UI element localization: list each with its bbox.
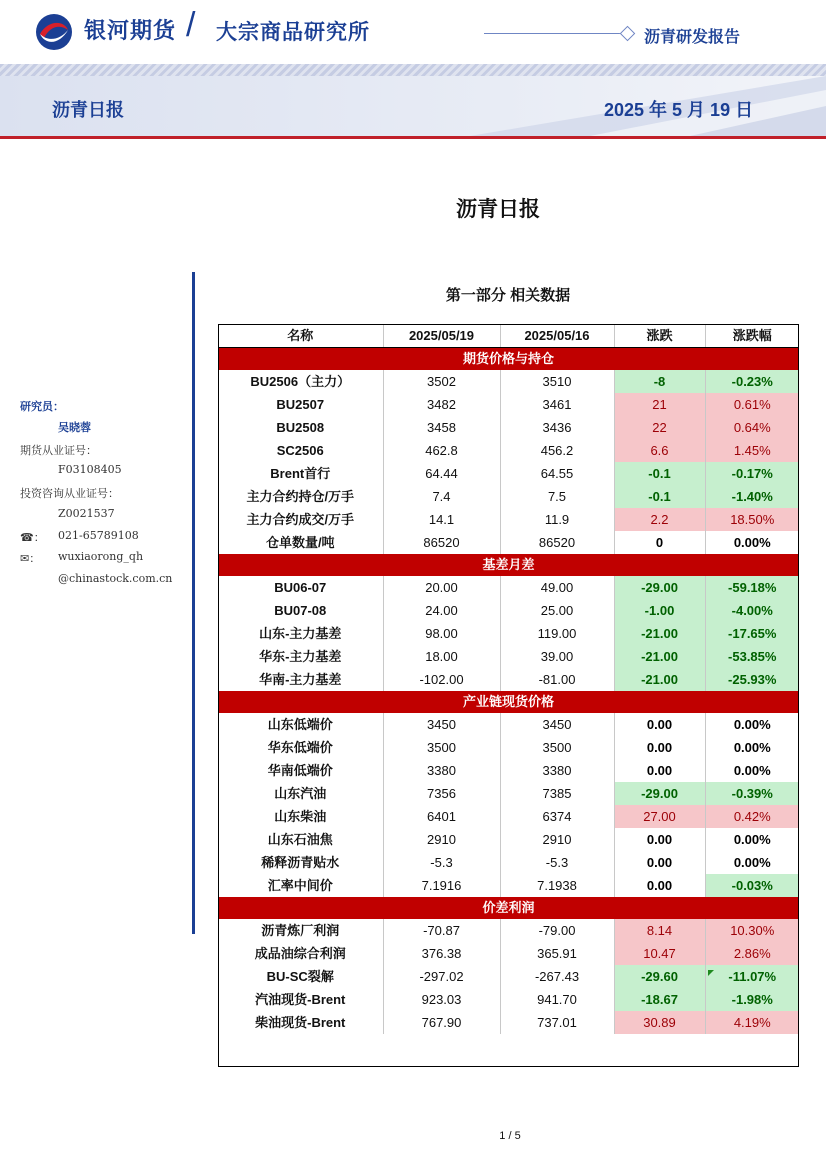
- row-name: 仓单数量/吨: [265, 535, 335, 550]
- column-header: 涨跌幅: [705, 324, 799, 348]
- row-name: 山东低端价: [267, 717, 333, 732]
- change-pct-cell: -25.93%: [705, 668, 799, 691]
- value-previous: -81.00: [500, 668, 614, 691]
- value-today: -70.87: [383, 919, 500, 942]
- section-header: 期货价格与持仓: [218, 348, 799, 371]
- row-name: Brent首行: [270, 466, 331, 481]
- value-previous: 86520: [500, 531, 614, 554]
- table-row: [218, 668, 799, 691]
- change-cell: 0.00: [614, 828, 705, 851]
- change-cell: -18.67: [614, 988, 705, 1011]
- row-name: 柴油现货-Brent: [255, 1015, 346, 1030]
- table-row: [218, 439, 799, 462]
- license-number: F03108405: [58, 463, 122, 476]
- change-cell: -8: [614, 370, 705, 393]
- value-today: 376.38: [383, 942, 500, 965]
- header-rule: [484, 33, 624, 34]
- page-number: 1 / 5: [499, 1130, 521, 1142]
- email-line-1: wuxiaorong_qh: [58, 550, 144, 563]
- value-previous: -79.00: [500, 919, 614, 942]
- row-name: BU2507: [276, 397, 325, 412]
- value-previous: 25.00: [500, 599, 614, 622]
- row-name: BU2506（主力）: [250, 374, 351, 389]
- section-header: 价差利润: [218, 897, 799, 919]
- row-name: BU07-08: [274, 603, 327, 618]
- table-header-row: [218, 324, 799, 348]
- value-today: 3482: [383, 393, 500, 416]
- change-cell: 10.47: [614, 942, 705, 965]
- row-name: 山东汽油: [274, 786, 327, 801]
- change-cell: 0: [614, 531, 705, 554]
- row-name: 华东-主力基差: [259, 649, 342, 664]
- value-previous: 39.00: [500, 645, 614, 668]
- consult-number: Z0021537: [58, 507, 115, 520]
- section-header-row: [218, 691, 799, 713]
- row-name: 沥青炼厂利润: [261, 923, 340, 938]
- column-header: 涨跌: [614, 324, 705, 348]
- change-pct-cell: 1.45%: [705, 439, 799, 462]
- table-row: [218, 759, 799, 782]
- table-row: [218, 874, 799, 897]
- report-date: 2025 年 5 月 19 日: [604, 100, 754, 120]
- table-row: [218, 782, 799, 805]
- table-row: [218, 622, 799, 645]
- value-today: -102.00: [383, 668, 500, 691]
- row-name: BU2508: [276, 420, 325, 435]
- value-previous: 64.55: [500, 462, 614, 485]
- section-header: 基差月差: [218, 554, 799, 576]
- value-today: 98.00: [383, 622, 500, 645]
- band-title: 沥青日报: [52, 100, 124, 120]
- value-previous: 3510: [500, 370, 614, 393]
- email-line-2: @chinastock.com.cn: [58, 572, 173, 585]
- value-previous: 3380: [500, 759, 614, 782]
- table-row: [218, 965, 799, 988]
- value-previous: 941.70: [500, 988, 614, 1011]
- change-cell: 21: [614, 393, 705, 416]
- row-name: 汽油现货-Brent: [255, 992, 346, 1007]
- phone-icon: ☎：: [20, 531, 45, 544]
- change-pct-cell: 0.64%: [705, 416, 799, 439]
- phone-number: 021-65789108: [58, 529, 139, 542]
- sidebar-divider: [192, 272, 195, 934]
- report-type: 沥青研发报告: [644, 29, 741, 46]
- header-red-rule: [0, 136, 826, 139]
- row-name: 华南低端价: [267, 763, 333, 778]
- value-previous: 7.5: [500, 485, 614, 508]
- change-pct-cell: -17.65%: [705, 622, 799, 645]
- value-previous: -5.3: [500, 851, 614, 874]
- section-header-row: [218, 348, 799, 371]
- consult-label: 投资咨询从业证号：: [20, 487, 119, 500]
- value-today: 923.03: [383, 988, 500, 1011]
- value-today: -297.02: [383, 965, 500, 988]
- change-pct-cell: 2.86%: [705, 942, 799, 965]
- value-today: -5.3: [383, 851, 500, 874]
- table-row: [218, 828, 799, 851]
- change-pct-cell: -0.17%: [705, 462, 799, 485]
- change-pct-cell: 4.19%: [705, 1011, 799, 1034]
- researcher-name: 吴晓蓉: [58, 421, 91, 434]
- header-stripe: [0, 64, 826, 76]
- section-title: 第一部分 相关数据: [445, 287, 571, 304]
- value-previous: 3436: [500, 416, 614, 439]
- value-previous: 737.01: [500, 1011, 614, 1034]
- document-title: 沥青日报: [456, 198, 540, 221]
- value-previous: 119.00: [500, 622, 614, 645]
- change-cell: -0.1: [614, 462, 705, 485]
- row-name: 山东柴油: [274, 809, 327, 824]
- section-header: 产业链现货价格: [218, 691, 799, 713]
- value-today: 462.8: [383, 439, 500, 462]
- value-previous: 11.9: [500, 508, 614, 531]
- change-cell: 8.14: [614, 919, 705, 942]
- row-name: 华东低端价: [267, 740, 333, 755]
- galaxy-futures-logo: [34, 12, 74, 52]
- column-header: 名称: [218, 324, 383, 348]
- value-today: 14.1: [383, 508, 500, 531]
- value-previous: 7.1938: [500, 874, 614, 897]
- value-today: 20.00: [383, 576, 500, 599]
- row-name: 主力合约成交/万手: [246, 512, 355, 527]
- column-header: 2025/05/16: [500, 324, 614, 348]
- table-row: [218, 599, 799, 622]
- change-cell: 27.00: [614, 805, 705, 828]
- row-name: 汇率中间价: [267, 878, 333, 893]
- change-cell: 30.89: [614, 1011, 705, 1034]
- table-row: [218, 942, 799, 965]
- table-row: [218, 713, 799, 736]
- institute-name: 大宗商品研究所: [216, 21, 370, 44]
- table-row: [218, 485, 799, 508]
- change-pct-cell: -0.23%: [705, 370, 799, 393]
- change-pct-cell: -11.07%: [705, 965, 799, 988]
- value-today: 767.90: [383, 1011, 500, 1034]
- value-today: 3458: [383, 416, 500, 439]
- value-previous: 49.00: [500, 576, 614, 599]
- change-pct-cell: 0.00%: [705, 828, 799, 851]
- change-pct-cell: -0.03%: [705, 874, 799, 897]
- brand-separator: /: [186, 6, 196, 44]
- table-row: [218, 416, 799, 439]
- row-name: 华南-主力基差: [259, 672, 342, 687]
- cell-comment-marker: [708, 970, 714, 976]
- change-cell: -29.00: [614, 576, 705, 599]
- researcher-label: 研究员：: [20, 400, 64, 413]
- change-cell: -1.00: [614, 599, 705, 622]
- value-today: 64.44: [383, 462, 500, 485]
- table-row: [218, 531, 799, 554]
- value-previous: 365.91: [500, 942, 614, 965]
- value-today: 86520: [383, 531, 500, 554]
- value-today: 24.00: [383, 599, 500, 622]
- value-today: 6401: [383, 805, 500, 828]
- value-previous: 456.2: [500, 439, 614, 462]
- value-today: 7356: [383, 782, 500, 805]
- value-previous: 3450: [500, 713, 614, 736]
- table-row: [218, 393, 799, 416]
- section-header-row: [218, 554, 799, 576]
- value-today: 7.1916: [383, 874, 500, 897]
- change-cell: 22: [614, 416, 705, 439]
- value-today: 18.00: [383, 645, 500, 668]
- change-cell: 0.00: [614, 851, 705, 874]
- change-pct-cell: 0.00%: [705, 531, 799, 554]
- value-previous: 7385: [500, 782, 614, 805]
- change-pct-cell: 0.00%: [705, 759, 799, 782]
- row-name: 主力合约持仓/万手: [246, 489, 355, 504]
- value-today: 3380: [383, 759, 500, 782]
- table-row: [218, 576, 799, 599]
- change-cell: -21.00: [614, 645, 705, 668]
- change-cell: -0.1: [614, 485, 705, 508]
- table-row: [218, 851, 799, 874]
- table-row: [218, 736, 799, 759]
- row-name: SC2506: [276, 443, 324, 458]
- brand-name: 银河期货: [84, 18, 177, 43]
- row-name: 稀释沥青贴水: [261, 855, 340, 870]
- change-pct-cell: 0.00%: [705, 713, 799, 736]
- change-pct-cell: -1.40%: [705, 485, 799, 508]
- change-pct-cell: 0.00%: [705, 736, 799, 759]
- diamond-icon: [620, 26, 636, 42]
- change-pct-cell: 0.42%: [705, 805, 799, 828]
- change-pct-cell: -1.98%: [705, 988, 799, 1011]
- row-name: BU-SC裂解: [266, 969, 334, 984]
- value-today: 3500: [383, 736, 500, 759]
- change-cell: 0.00: [614, 713, 705, 736]
- table-row: [218, 805, 799, 828]
- change-pct-cell: 0.61%: [705, 393, 799, 416]
- value-today: 3502: [383, 370, 500, 393]
- table-row: [218, 462, 799, 485]
- row-name: 山东石油焦: [267, 832, 333, 847]
- mail-icon: ✉：: [20, 552, 41, 565]
- change-cell: -29.00: [614, 782, 705, 805]
- change-pct-cell: 0.00%: [705, 851, 799, 874]
- change-pct-cell: -0.39%: [705, 782, 799, 805]
- value-previous: 3461: [500, 393, 614, 416]
- table-row: [218, 370, 799, 393]
- column-header: 2025/05/19: [383, 324, 500, 348]
- change-cell: -21.00: [614, 668, 705, 691]
- value-previous: 2910: [500, 828, 614, 851]
- change-cell: 0.00: [614, 759, 705, 782]
- row-name: BU06-07: [274, 580, 327, 595]
- value-today: 2910: [383, 828, 500, 851]
- license-label: 期货从业证号：: [20, 444, 97, 457]
- section-header-row: [218, 897, 799, 919]
- value-today: 7.4: [383, 485, 500, 508]
- value-previous: -267.43: [500, 965, 614, 988]
- table-row: [218, 508, 799, 531]
- row-name: 成品油综合利润: [254, 946, 346, 961]
- change-cell: 2.2: [614, 508, 705, 531]
- change-cell: -21.00: [614, 622, 705, 645]
- change-cell: 0.00: [614, 736, 705, 759]
- table-row: [218, 1011, 799, 1034]
- change-cell: 6.6: [614, 439, 705, 462]
- change-pct-cell: -59.18%: [705, 576, 799, 599]
- change-pct-cell: -4.00%: [705, 599, 799, 622]
- change-pct-cell: 18.50%: [705, 508, 799, 531]
- row-name: 山东-主力基差: [259, 626, 342, 641]
- change-pct-cell: -53.85%: [705, 645, 799, 668]
- value-previous: 3500: [500, 736, 614, 759]
- table-row: [218, 645, 799, 668]
- change-cell: 0.00: [614, 874, 705, 897]
- change-pct-cell: 10.30%: [705, 919, 799, 942]
- value-today: 3450: [383, 713, 500, 736]
- table-row: [218, 919, 799, 942]
- data-table: [218, 324, 799, 1034]
- table-row: [218, 988, 799, 1011]
- change-cell: -29.60: [614, 965, 705, 988]
- value-previous: 6374: [500, 805, 614, 828]
